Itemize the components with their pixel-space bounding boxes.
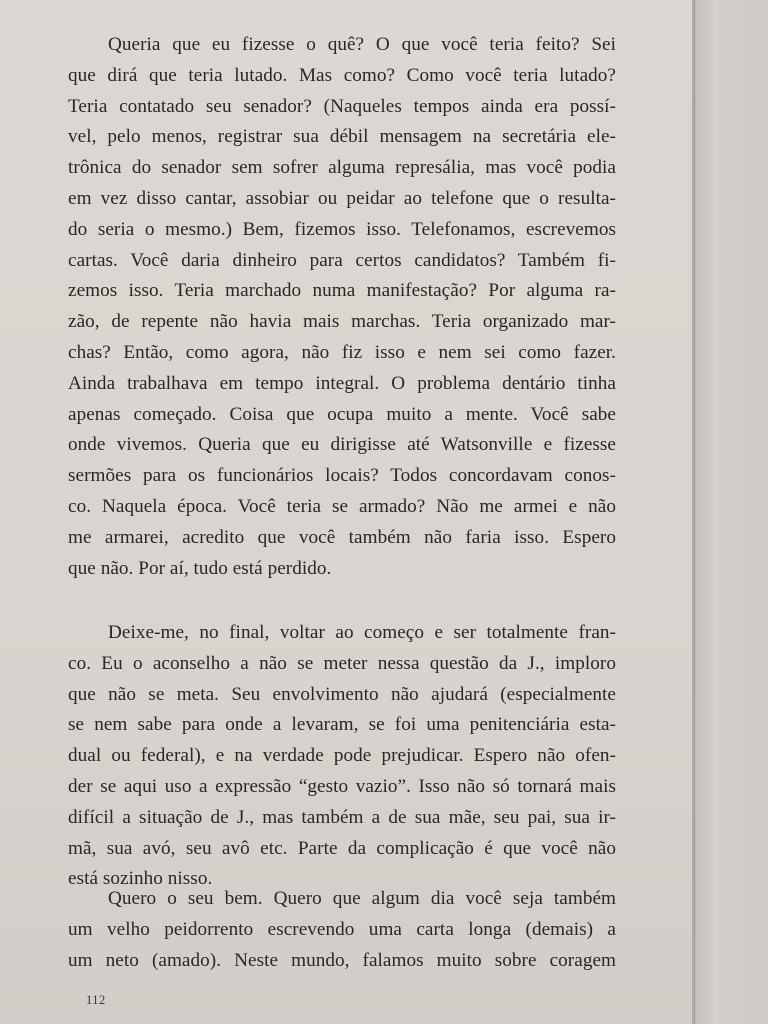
page-number: 112 <box>86 993 106 1007</box>
page-fold-line <box>694 0 695 1024</box>
text-line: difícil a situação de J., mas também a de sua mãe, seu pai, sua ir- <box>68 806 616 828</box>
text-line: dual ou federal), e na verdade pode prejudicar. Espero não ofen- <box>68 745 616 767</box>
text-line: me armarei, acredito que você também não faria isso. Espero <box>68 526 616 548</box>
text-line: zemos isso. Teria marchado numa manifestação? Por alguma ra- <box>68 280 616 302</box>
text-line: Teria contatado seu senador? (Naqueles tempos ainda era possí- <box>68 95 616 117</box>
text-line: um neto (amado). Neste mundo, falamos muito sobre coragem <box>68 949 616 971</box>
text-line: em vez disso cantar, assobiar ou peidar ao telefone que o resulta- <box>68 187 616 209</box>
text-line: onde vivemos. Queria que eu dirigisse até Watsonville e fizesse <box>68 434 616 456</box>
next-page-edge <box>692 0 768 1024</box>
text-line: que dirá que teria lutado. Mas como? Como você teria lutado? <box>68 64 616 86</box>
text-line: Queria que eu fizesse o quê? O que você teria feito? Sei <box>108 34 616 55</box>
text-line: está sozinho nisso. <box>68 868 213 890</box>
text-line: cartas. Você daria dinheiro para certos candidatos? Também fi- <box>68 249 616 271</box>
text-line: co. Naquela época. Você teria se armado? Não me armei e não <box>68 495 616 517</box>
paragraph-1 <box>68 30 616 584</box>
paragraph-2 <box>68 618 616 895</box>
text-line: que não se meta. Seu envolvimento não ajudará (especialmente <box>68 683 616 705</box>
text-line: apenas começado. Coisa que ocupa muito a mente. Você sabe <box>68 403 616 425</box>
text-line: se nem sabe para onde a levaram, se foi uma penitenciária esta- <box>68 714 616 736</box>
text-line: do seria o mesmo.) Bem, fizemos isso. Telefonamos, escrevemos <box>68 218 616 240</box>
text-line: trônica do senador sem sofrer alguma represália, mas você podia <box>68 157 616 179</box>
text-line: der se aqui uso a expressão “gesto vazio”. Isso não só tornará mais <box>68 775 616 797</box>
text-line: co. Eu o aconselho a não se meter nessa questão da J., imploro <box>68 652 616 674</box>
text-line: Deixe-me, no final, voltar ao começo e ser totalmente fran- <box>108 622 616 643</box>
text-line: sermões para os funcionários locais? Todos concordavam conos- <box>68 465 616 487</box>
text-line: Ainda trabalhava em tempo integral. O problema dentário tinha <box>68 372 616 394</box>
text-line: mã, sua avó, seu avô etc. Parte da complicação é que você não <box>68 837 616 859</box>
paragraph-3 <box>68 884 616 976</box>
text-line: um velho peidorrento escrevendo uma carta longa (demais) a <box>68 918 616 940</box>
text-line: vel, pelo menos, registrar sua débil mensagem na secretária ele- <box>68 126 616 148</box>
text-line: que não. Por aí, tudo está perdido. <box>68 557 332 579</box>
text-line: chas? Então, como agora, não fiz isso e nem sei como fazer. <box>68 341 616 363</box>
text-line: Quero o seu bem. Quero que algum dia você seja também <box>108 888 616 909</box>
text-line: zão, de repente não havia mais marchas. Teria organizado mar- <box>68 311 616 333</box>
